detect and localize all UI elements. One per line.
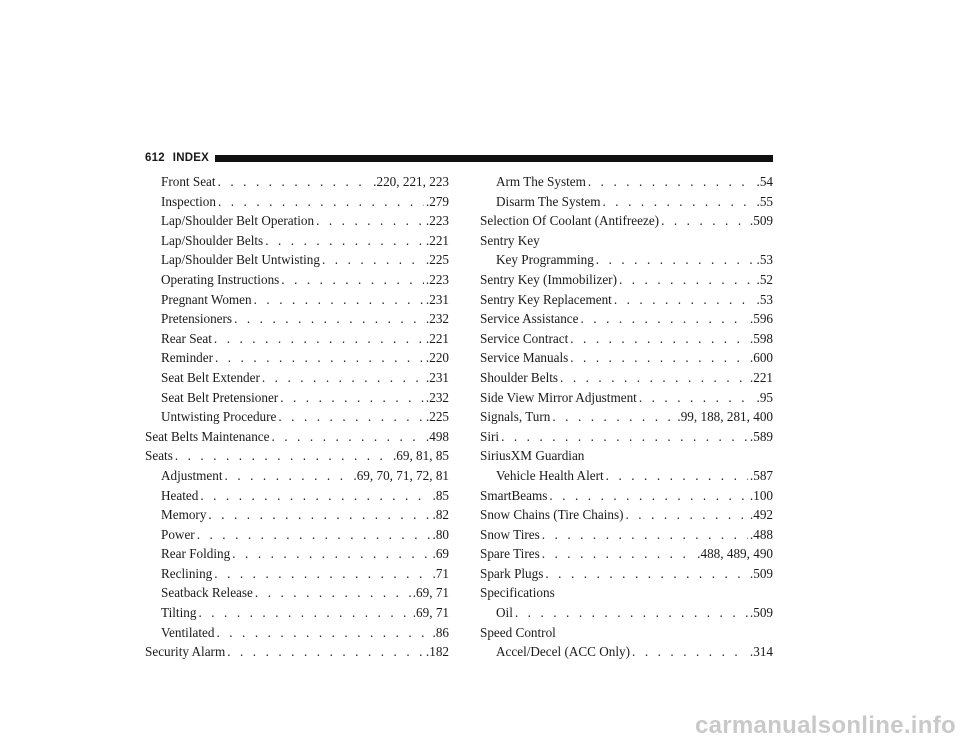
dot-leader: [255, 583, 411, 603]
page-number: 612: [145, 152, 165, 164]
index-entry-label: Service Assistance: [480, 311, 579, 327]
index-entry-pages: .221: [425, 232, 449, 248]
index-entry: [145, 250, 449, 270]
index-entry: [145, 290, 449, 310]
index-entry-label: Seats: [145, 448, 173, 464]
index-entry: [480, 348, 773, 368]
index-entry-label: Vehicle Health Alert: [496, 467, 604, 483]
index-entry-label: Service Contract: [480, 330, 569, 346]
index-entry-pages: .100: [749, 487, 773, 503]
index-entry: [480, 544, 773, 564]
index-entry: [145, 192, 449, 212]
dot-leader: [198, 603, 410, 623]
index-entry-label: Spare Tires: [480, 546, 540, 562]
index-entry: [145, 427, 449, 447]
index-entry: [480, 388, 773, 408]
index-entry: [145, 583, 449, 603]
dot-leader: [581, 309, 748, 329]
index-entry-pages: .54: [756, 174, 773, 189]
index-entry: [480, 231, 773, 251]
index-entry: [145, 446, 449, 466]
index-entry: [145, 348, 449, 368]
page-header: [0, 150, 773, 166]
index-entry-label: Tilting: [161, 605, 197, 621]
index-entry-label: Service Manuals: [480, 350, 569, 366]
index-entry: [480, 368, 773, 388]
index-entry: [480, 270, 773, 290]
index-entry-pages: .53: [756, 291, 773, 307]
index-entry-label: Sentry Key Replacement: [480, 291, 612, 307]
index-entry-label: SiriusXM Guardian: [480, 448, 585, 464]
dot-leader: [280, 388, 424, 408]
index-entry-pages: .509: [749, 605, 773, 621]
dot-leader: [545, 564, 748, 584]
dot-leader: [197, 525, 431, 545]
dot-leader: [501, 427, 748, 447]
index-entry-pages: .314: [749, 644, 773, 660]
dot-leader: [619, 270, 755, 290]
dot-leader: [254, 290, 424, 310]
index-entry-label: Lap/Shoulder Belt Operation: [161, 213, 315, 229]
index-entry-pages: .596: [749, 311, 773, 327]
index-entry-label: Lap/Shoulder Belt Untwisting: [161, 252, 320, 268]
index-entry-pages: .600: [749, 350, 773, 366]
index-entry-pages: .69, 71: [412, 585, 449, 601]
index-entry-label: Rear Seat: [161, 330, 212, 346]
index-entry: [145, 505, 449, 525]
index-entry: [145, 231, 449, 251]
index-entry: [145, 486, 449, 506]
index-entry: [480, 309, 773, 329]
index-entry-pages: .232: [425, 311, 449, 327]
index-entry-label: Seatback Release: [161, 585, 253, 601]
dot-leader: [570, 348, 748, 368]
dot-leader: [278, 407, 424, 427]
dot-leader: [542, 525, 748, 545]
dot-leader: [215, 348, 424, 368]
index-entry: [480, 446, 773, 466]
section-title: INDEX: [172, 152, 209, 164]
index-entry: [145, 172, 449, 192]
index-entry: [480, 603, 773, 623]
index-entry-label: Oil: [496, 605, 513, 621]
index-entry: [145, 623, 449, 643]
index-entry-label: SmartBeams: [480, 487, 548, 503]
index-entry: [145, 407, 449, 427]
index-entry-pages: .182: [425, 644, 449, 660]
index-entry-label: Operating Instructions: [161, 271, 280, 287]
index-entry: [480, 250, 773, 270]
index-entry-label: Signals, Turn: [480, 409, 551, 425]
dot-leader: [265, 231, 424, 251]
index-entry-label: Shoulder Belts: [480, 369, 559, 385]
index-entry: [480, 407, 773, 427]
watermark: carmanualsonline.info: [694, 712, 956, 739]
index-entry-label: Lap/Shoulder Belts: [161, 232, 264, 248]
index-entry-label: Reminder: [161, 350, 214, 366]
index-entry-pages: .95: [756, 389, 773, 405]
dot-leader: [214, 329, 424, 349]
dot-leader: [218, 192, 424, 212]
dot-leader: [216, 623, 430, 643]
index-entry-pages: .69, 71: [412, 605, 449, 621]
dot-leader: [227, 642, 424, 662]
dot-leader: [570, 329, 748, 349]
index-entry-label: Seat Belts Maintenance: [145, 428, 270, 444]
dot-leader: [560, 368, 748, 388]
index-entry: [145, 525, 449, 545]
index-entry-pages: .85: [432, 487, 449, 503]
dot-leader: [175, 446, 391, 466]
dot-leader: [281, 270, 424, 290]
index-entry: [480, 525, 773, 545]
index-entry-label: Memory: [161, 507, 207, 523]
index-entry: [145, 603, 449, 623]
index-entry-pages: .220: [425, 350, 449, 366]
dot-leader: [262, 368, 424, 388]
index-entry: [145, 564, 449, 584]
index-entry-pages: .225: [425, 409, 449, 425]
index-entry: [145, 211, 449, 231]
index-entry-pages: .492: [749, 507, 773, 523]
index-entry-pages: .488, 489, 490: [697, 546, 773, 562]
dot-leader: [234, 309, 424, 329]
dot-leader: [606, 466, 748, 486]
index-entry-label: Side View Mirror Adjustment: [480, 389, 637, 405]
dot-leader: [200, 486, 430, 506]
index-entry-label: Adjustment: [161, 467, 223, 483]
index-entry-pages: .589: [749, 428, 773, 444]
index-entry: [480, 329, 773, 349]
dot-leader: [603, 192, 755, 212]
index-entry: [480, 211, 773, 231]
index-entry-label: Rear Folding: [161, 546, 231, 562]
index-entry-label: Power: [161, 526, 195, 542]
index-entry-label: Front Seat: [161, 174, 216, 189]
index-entry: [480, 583, 773, 603]
index-entry-label: Snow Chains (Tire Chains): [480, 507, 624, 523]
index-entry-pages: .69, 81, 85: [392, 448, 449, 464]
index-entry-pages: .221: [425, 330, 449, 346]
index-entry-label: Reclining: [161, 565, 213, 581]
index-entry: [480, 623, 773, 643]
index-entry-label: Pretensioners: [161, 311, 233, 327]
index-entry-pages: .220, 221, 223: [373, 174, 449, 189]
index-column-right: [480, 172, 773, 662]
index-entry-pages: .231: [425, 291, 449, 307]
dot-leader: [208, 505, 430, 525]
index-entry-pages: .71: [432, 565, 449, 581]
index-entry-pages: .221: [749, 369, 773, 385]
dot-leader: [639, 388, 755, 408]
index-entry: [145, 544, 449, 564]
index-entry-pages: .587: [749, 467, 773, 483]
index-entry-pages: .55: [756, 193, 773, 209]
index-entry-label: Security Alarm: [145, 644, 226, 660]
index-entry-pages: .225: [425, 252, 449, 268]
index-entry-pages: .53: [756, 252, 773, 268]
index-entry-pages: .498: [425, 428, 449, 444]
dot-leader: [549, 486, 748, 506]
index-entry-pages: .232: [425, 389, 449, 405]
index-entry: [145, 329, 449, 349]
index-entry-label: Ventilated: [161, 624, 215, 640]
index-entry: [480, 290, 773, 310]
index-entry-pages: .509: [749, 213, 773, 229]
dot-leader: [225, 466, 352, 486]
index-entry: [145, 309, 449, 329]
index-entry: [480, 192, 773, 212]
dot-leader: [272, 427, 424, 447]
index-entry-pages: .279: [425, 193, 449, 209]
index-entry: [480, 172, 773, 192]
index-entry-label: Untwisting Procedure: [161, 409, 277, 425]
index-entry-pages: .231: [425, 369, 449, 385]
index-entry: [145, 368, 449, 388]
dot-leader: [596, 250, 755, 270]
index-entry: [480, 564, 773, 584]
dot-leader: [322, 250, 424, 270]
index-entry-label: Siri: [480, 428, 500, 444]
index-entry-pages: .82: [432, 507, 449, 523]
index-entry-pages: .86: [432, 624, 449, 640]
dot-leader: [626, 505, 748, 525]
index-entry-label: Disarm The System: [496, 193, 601, 209]
index-entry: [145, 270, 449, 290]
index-entry-label: Key Programming: [496, 252, 594, 268]
dot-leader: [542, 544, 695, 564]
index-entry-label: Specifications: [480, 585, 555, 601]
index-entry-label: Seat Belt Pretensioner: [161, 389, 279, 405]
index-entry-pages: .69, 70, 71, 72, 81: [353, 467, 449, 483]
dot-leader: [588, 172, 755, 192]
index-entry-label: Selection Of Coolant (Antifreeze): [480, 213, 660, 229]
header-rule: [215, 155, 773, 162]
index-entry: [145, 642, 449, 662]
index-entry-label: Pregnant Women: [161, 291, 252, 307]
index-entry-pages: .509: [749, 565, 773, 581]
index-entry-pages: .223: [425, 213, 449, 229]
index-entry-label: Heated: [161, 487, 199, 503]
dot-leader: [218, 172, 372, 192]
index-entry: [480, 505, 773, 525]
dot-leader: [614, 290, 755, 310]
dot-leader: [316, 211, 424, 231]
index-entry: [145, 388, 449, 408]
index-entry-label: Accel/Decel (ACC Only): [496, 644, 631, 660]
index-entry: [480, 427, 773, 447]
index-entry-pages: .99, 188, 281, 400: [677, 409, 773, 425]
index-entry-label: Sentry Key (Immobilizer): [480, 271, 617, 287]
index-entry-pages: .80: [432, 526, 449, 542]
index-entry-label: Snow Tires: [480, 526, 540, 542]
index-entry: [480, 486, 773, 506]
index-entry-label: Speed Control: [480, 624, 556, 640]
index-entry-label: Seat Belt Extender: [161, 369, 260, 385]
index-entry-label: Arm The System: [496, 174, 586, 189]
index-entry: [480, 466, 773, 486]
index-entry-pages: .69: [432, 546, 449, 562]
index-entry-label: Inspection: [161, 193, 216, 209]
index-entry-pages: .598: [749, 330, 773, 346]
index-entry-label: Spark Plugs: [480, 565, 544, 581]
index-entry: [480, 642, 773, 662]
dot-leader: [552, 407, 675, 427]
dot-leader: [214, 564, 430, 584]
dot-leader: [632, 642, 748, 662]
index-entry-pages: .223: [425, 271, 449, 287]
dot-leader: [515, 603, 748, 623]
index-entry-pages: .488: [749, 526, 773, 542]
dot-leader: [661, 211, 748, 231]
index-entry-label: Sentry Key: [480, 232, 540, 248]
dot-leader: [232, 544, 430, 564]
index-entry: [145, 466, 449, 486]
index-column-left: [145, 172, 449, 662]
index-entry-pages: .52: [756, 271, 773, 287]
